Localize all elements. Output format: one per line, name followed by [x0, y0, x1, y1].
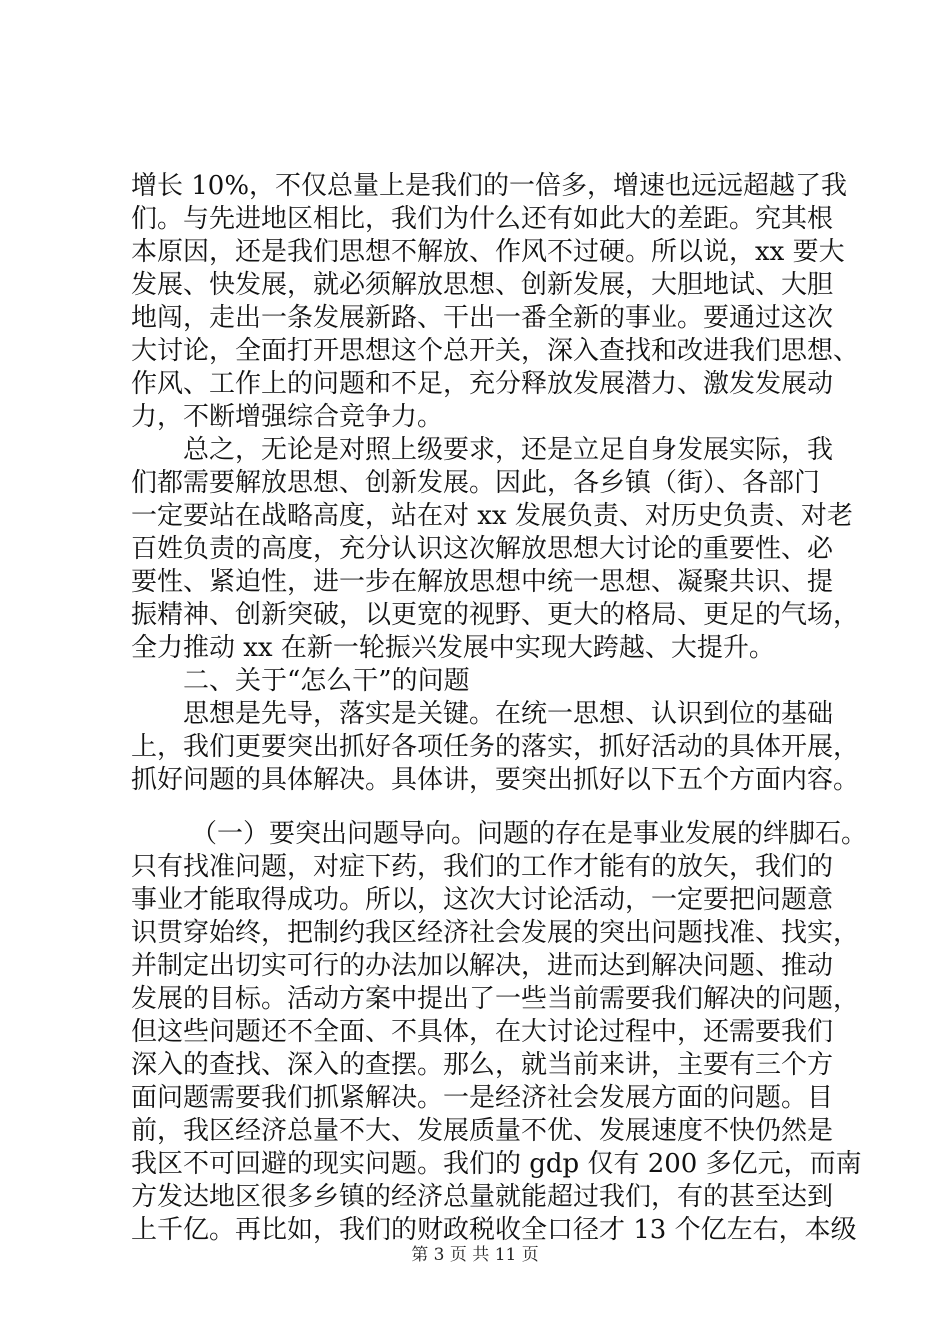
- text-line: 方发达地区很多乡镇的经济总量就能超过我们，有的甚至达到: [131, 1182, 834, 1212]
- text-line: 百姓负责的高度，充分认识这次解放思想大讨论的重要性、必: [131, 534, 834, 564]
- text-line: 发展的目标。活动方案中提出了一些当前需要我们解决的问题，: [131, 984, 860, 1014]
- text-line: 要性、紧迫性，进一步在解放思想中统一思想、凝聚共识、提: [131, 567, 834, 597]
- text-line: 总之，无论是对照上级要求，还是立足自身发展实际，我: [183, 435, 834, 465]
- text-line: 面问题需要我们抓紧解决。一是经济社会发展方面的问题。目: [131, 1083, 834, 1113]
- text-line: （一）要突出问题导向。问题的存在是事业发展的绊脚石。: [191, 819, 868, 849]
- text-line: 事业才能取得成功。所以，这次大讨论活动，一定要把问题意: [131, 885, 834, 915]
- text-line: 振精神、创新突破，以更宽的视野、更大的格局、更足的气场，: [131, 600, 860, 630]
- text-line: 并制定出切实可行的办法加以解决，进而达到解决问题、推动: [131, 951, 834, 981]
- text-line: 只有找准问题，对症下药，我们的工作才能有的放矢，我们的: [131, 852, 834, 882]
- text-line: 深入的查找、深入的查摆。那么，就当前来讲，主要有三个方: [131, 1050, 834, 1080]
- text-line: 上千亿。再比如，我们的财政税收全口径才 13 个亿左右，本级: [131, 1215, 857, 1245]
- text-line: 增长 10%，不仅总量上是我们的一倍多，增速也远远超越了我: [131, 171, 848, 201]
- text-line: 发展、快发展，就必须解放思想、创新发展，大胆地试、大胆: [131, 270, 834, 300]
- body-paragraph-group-2: [131, 818, 868, 1247]
- text-line: 们。与先进地区相比，我们为什么还有如此大的差距。究其根: [131, 204, 834, 234]
- text-line: 思想是先导，落实是关键。在统一思想、认识到位的基础: [183, 699, 834, 729]
- text-line: 大讨论，全面打开思想这个总开关，深入查找和改进我们思想、: [131, 336, 860, 366]
- text-line: 二、关于“怎么干”的问题: [183, 666, 470, 696]
- text-line: 识贯穿始终，把制约我区经济社会发展的突出问题找准、找实，: [131, 918, 860, 948]
- page-footer: 第 3 页 共 11 页: [411, 1245, 539, 1265]
- text-line: 地闯，走出一条发展新路、干出一番全新的事业。要通过这次: [131, 303, 834, 333]
- text-line: 前，我区经济总量不大、发展质量不优、发展速度不快仍然是: [131, 1116, 834, 1146]
- text-line: 一定要站在战略高度，站在对 xx 发展负责、对历史负责、对老: [131, 501, 853, 531]
- body-paragraph-group-1: [131, 170, 860, 797]
- text-line: 本原因，还是我们思想不解放、作风不过硬。所以说，xx 要大: [131, 237, 845, 267]
- text-line: 作风、工作上的问题和不足，充分释放发展潜力、激发发展动: [131, 369, 834, 399]
- text-line: 们都需要解放思想、创新发展。因此，各乡镇（街）、各部门: [131, 468, 821, 498]
- text-line: 但这些问题还不全面、不具体，在大讨论过程中，还需要我们: [131, 1017, 834, 1047]
- text-line: 我区不可回避的现实问题。我们的 gdp 仅有 200 多亿元，而南: [131, 1149, 862, 1179]
- text-line: 上，我们更要突出抓好各项任务的落实，抓好活动的具体开展，: [131, 732, 860, 762]
- text-line: 力，不断增强综合竞争力。: [131, 402, 444, 432]
- text-line: 全力推动 xx 在新一轮振兴发展中实现大跨越、大提升。: [131, 633, 775, 663]
- text-line: 抓好问题的具体解决。具体讲，要突出抓好以下五个方面内容。: [131, 765, 860, 795]
